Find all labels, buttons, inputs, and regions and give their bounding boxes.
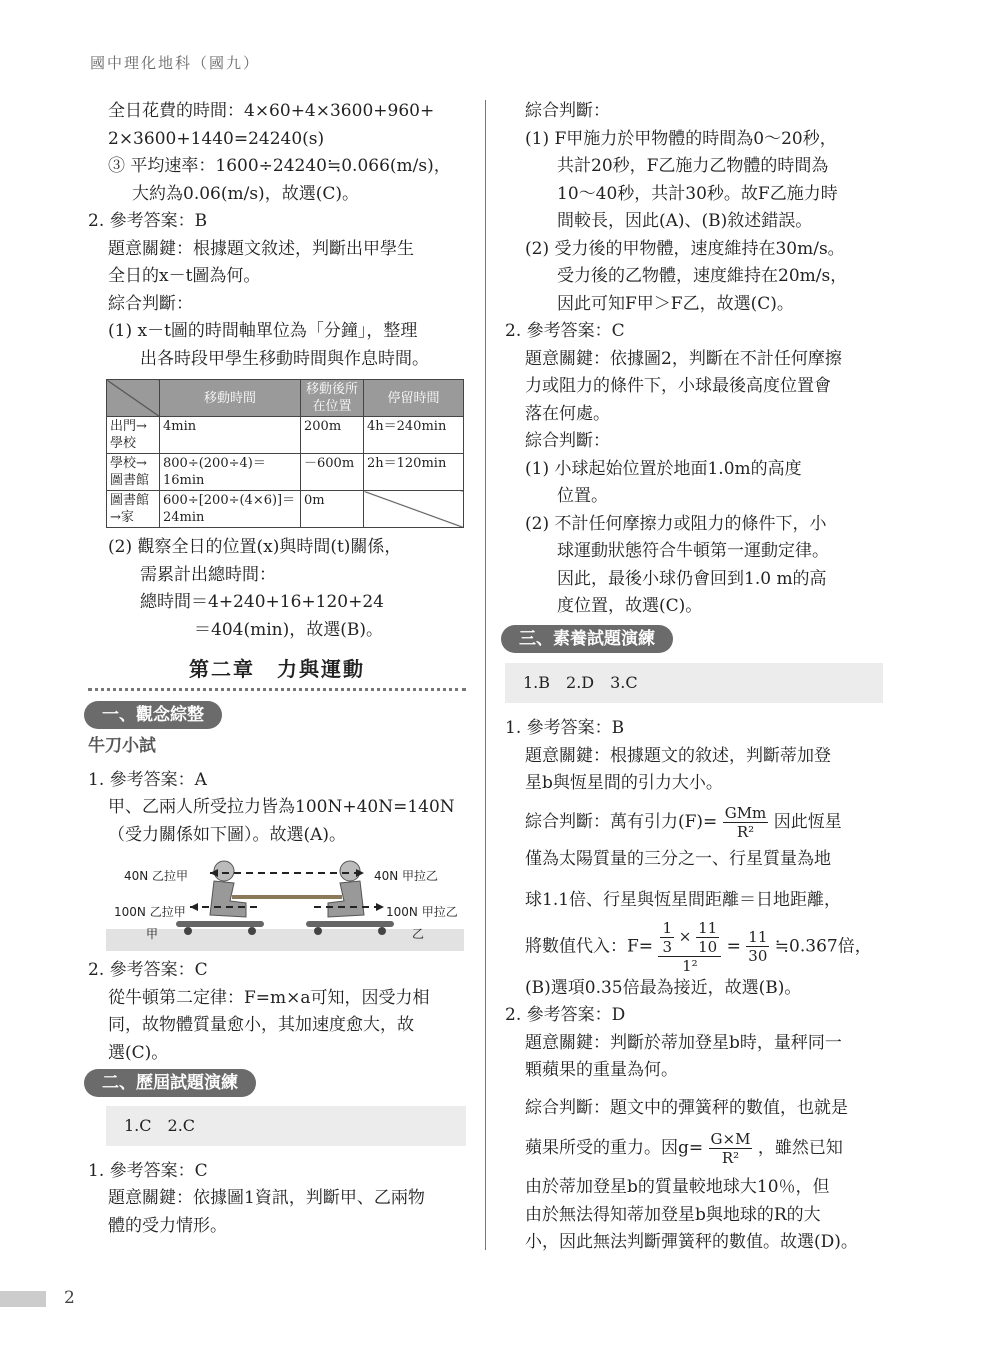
compound-fraction [658,919,721,975]
left-column [88,98,466,1240]
text-line: 顆蘋果的重量為何。 [525,1060,678,1080]
page-number: 2 [64,1288,75,1308]
subheading: 牛刀小試 [88,736,156,756]
table-cell: 學校→圖書館 [107,454,160,491]
text-line: 間較長，因此(A)、(B)敘述錯誤。 [557,211,813,231]
force-label: 40N 乙拉甲 [124,869,189,883]
table-cell: 出門→學校 [107,417,160,454]
table-row [107,417,464,454]
formula-line [505,919,883,975]
text-line: (1) F甲施力於甲物體的時間為0～20秒， [525,128,837,149]
text-line: ③ 平均速率：1600÷24240≒0.066(m/s)， [108,156,451,176]
text-line: 星b與恆星間的引力大小。 [525,773,723,793]
text-line: (B)選項0.35倍最為接近，故選(B)。 [525,977,802,998]
text-line: 共計20秒，F乙施力乙物體的時間為 [557,156,829,176]
section-pill: 一、觀念綜整 [84,701,222,729]
text-line: 僅為太陽質量的三分之一、行星質量為地 [525,848,831,869]
person-label: 甲 [146,927,159,941]
text-line: 力或阻力的條件下，小球最後高度位置會 [525,376,831,396]
formula-line [505,802,883,842]
answer-box: 1.B 2.D 3.C [505,663,883,703]
table-header: 移動後所在位置 [301,380,364,417]
text-line: 甲、乙兩人所受拉力皆為100N+40N=140N [108,797,455,817]
column-divider [485,100,486,1250]
table-row [107,491,464,528]
answer-heading: 2. 參考答案：B [88,211,208,231]
table-cell: 4min [160,417,301,454]
denominator: 10 [698,937,718,956]
text-line: 綜合判斷：題文中的彈簧秤的數值，也就是 [525,1097,848,1118]
table-cell: 600÷[200÷(4×6)]＝24min [160,491,301,528]
denominator: 1² [682,956,698,975]
text-line: (1) 小球起始位置於地面1.0m的高度 [525,458,802,479]
denominator: 30 [748,947,768,965]
footer-bar [0,1291,46,1307]
text-line: 由於無法得知蒂加登星b與地球的R的大 [525,1204,821,1225]
table-cell: 0m [301,491,364,528]
denominator: 3 [662,937,672,956]
formula-line [505,1128,883,1168]
text-line: 球1.1倍、行星與恆星間距離＝日地距離， [525,890,842,910]
text-line: 題意關鍵：判斷於蒂加登星b時，量秤同一 [525,1032,842,1053]
text-line: (2) 觀察全日的位置(x)與時間(t)關係， [108,537,402,557]
text-line: 因此可知F甲＞F乙，故選(C)。 [557,293,794,314]
table-cell: 2h＝120min [364,454,464,491]
fraction [660,919,674,956]
text-line: 題意關鍵：根據題文敘述，判斷出甲學生 [108,238,414,259]
text-line: 從牛頓第二定律：F=m×a可知，因受力相 [108,987,430,1008]
numerator [658,919,721,957]
answer-heading: 2. 參考答案：C [505,321,625,341]
text-line: 10～40秒，共計30秒。故F乙施力時 [557,183,838,204]
text-line: 綜合判斷： [108,293,193,314]
text-span: 綜合判斷：萬有引力(F)= [525,811,718,832]
table-cell: 圖書館→家 [107,491,160,528]
numerator: 1 [662,918,672,937]
text-line: 位置。 [557,486,608,506]
answer-heading: 1. 參考答案：A [88,769,207,790]
section-pill: 二、歷屆試題演練 [84,1069,256,1097]
table-cell: 200m [301,417,364,454]
table-row [107,454,464,491]
text-line: 度位置，故選(C)。 [557,596,703,616]
text-line: 題意關鍵：依據圖2，判斷在不計任何摩擦 [525,348,842,369]
answer-heading: 2. 參考答案：C [88,960,208,980]
text-line: (2) 受力後的甲物體，速度維持在30m/s。 [525,238,845,259]
answer-heading: 2. 參考答案：D [505,1005,626,1025]
answer-heading: 1. 參考答案：C [88,1160,208,1181]
text-line: 綜合判斷： [525,431,610,451]
text-line: 大約為0.06(m/s)，故選(C)。 [132,183,359,204]
fraction [746,928,769,965]
fraction [696,919,719,956]
text-line: 小，因此無法判斷彈簧秤的數值。故選(D)。 [525,1232,858,1252]
text-span: × [678,927,692,945]
text-line: ＝404(min)，故選(B)。 [194,619,383,640]
text-line: 出各時段甲學生移動時間與作息時間。 [140,348,429,369]
tug-of-war-figure [106,857,464,951]
chapter-title: 第二章 力與運動 [189,657,365,681]
answer-heading: 1. 參考答案：B [505,718,625,738]
text-line: (2) 不計任何摩擦力或阻力的條件下，小 [525,513,827,534]
text-line: 全日花費的時間：4×60+4×3600+960+ [108,101,435,121]
schedule-table [106,379,464,528]
table-cell [364,491,464,528]
numerator: G×M [710,1130,751,1148]
text-span: 將數值代入：F= [525,936,654,956]
text-line: 球運動狀態符合牛頓第一運動定律。 [557,541,829,561]
text-span: = [726,936,741,956]
text-line: 落在何處。 [525,403,610,424]
right-column [505,98,883,1257]
force-label: 40N 甲拉乙 [374,869,439,883]
text-span: 蘋果所受的重力。因g= [525,1138,704,1158]
text-line: 需累計出總時間： [140,564,276,585]
text-line: 題意關鍵：根據題文的敘述，判斷蒂加登 [525,745,831,766]
table-cell: 800÷(200÷4)＝16min [160,454,301,491]
table-header: 移動時間 [160,380,301,417]
numerator: 11 [748,928,768,946]
force-label: 100N 乙拉甲 [114,905,186,919]
force-label: 100N 甲拉乙 [386,905,458,919]
running-header: 國中理化地科（國九） [90,54,261,72]
text-line: 全日的x－t圖為何。 [108,266,261,286]
text-line: 總時間＝4+240+16+120+24 [140,592,384,612]
denominator: R² [721,1149,740,1167]
text-line: 選(C)。 [108,1042,169,1063]
text-line: （受力關係如下圖）。故選(A)。 [108,824,347,845]
text-line: 題意關鍵：依據圖1資訊，判斷甲、乙兩物 [108,1188,425,1208]
numerator: 11 [698,918,718,937]
text-span: 因此恆星 [773,811,842,832]
fraction [709,1130,753,1167]
table-corner [107,380,160,417]
text-span: ，雖然已知 [757,1138,843,1158]
section-pill: 三、素養試題演練 [501,625,673,653]
fraction [723,804,769,841]
text-line: 由於蒂加登星b的質量較地球大10％，但 [525,1177,830,1197]
denominator: R² [736,822,755,841]
answer-box: 1.C 2.C [106,1106,466,1146]
table-cell: －600m [301,454,364,491]
person-label: 乙 [412,927,425,941]
table-header: 停留時間 [364,380,464,417]
table-cell: 4h＝240min [364,417,464,454]
text-line: 因此，最後小球仍會回到1.0 m的高 [557,568,827,589]
text-line: 受力後的乙物體，速度維持在20m/s， [557,266,848,286]
text-line: 體的受力情形。 [108,1215,227,1236]
dotted-divider [88,688,466,691]
text-line: 同，故物體質量愈小，其加速度愈大，故 [108,1015,414,1035]
text-line: 2×3600+1440=24240(s) [108,128,325,149]
numerator: GMm [724,803,767,822]
text-span: ≒0.367倍， [774,936,872,956]
text-line: (1) x－t圖的時間軸單位為「分鐘」，整理 [108,321,418,341]
text-line: 綜合判斷： [525,101,610,121]
